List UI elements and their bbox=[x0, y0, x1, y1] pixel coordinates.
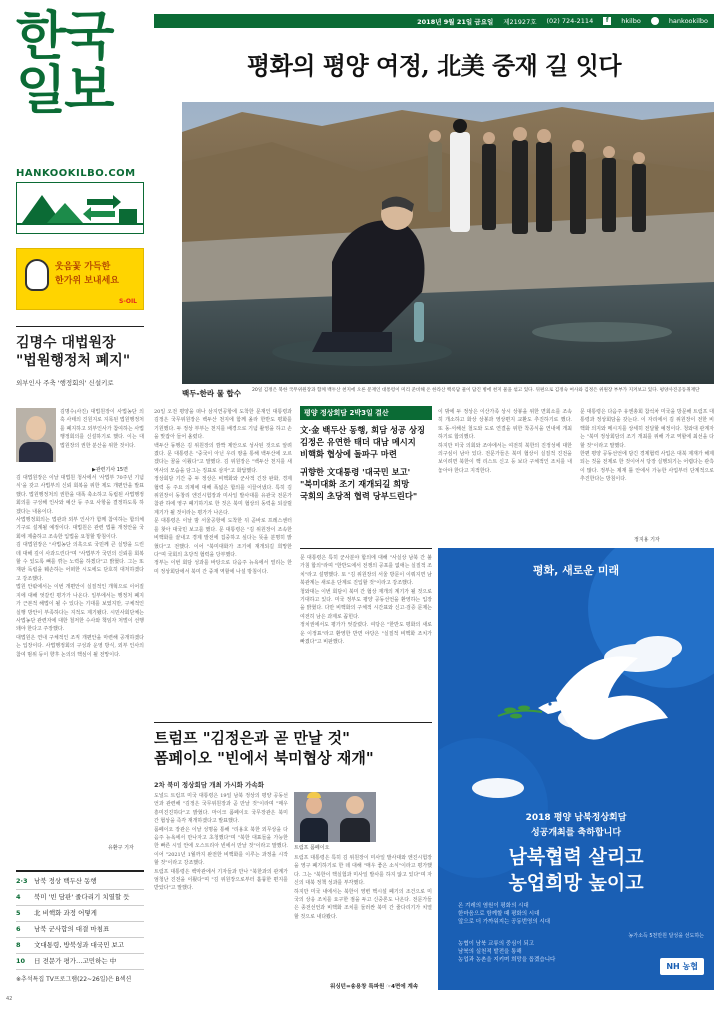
ad-event-line1: 2018 평양 남북정상회담 bbox=[525, 813, 627, 823]
nh-logo: NH 농협 bbox=[660, 958, 704, 975]
page-number: 42 bbox=[6, 996, 13, 1002]
trump-body-1: 도널드 트럼프 미국 대통령은 19일 남북 정상의 평양 공동선언과 관련해 "김정은 국무위원장과 곧 만날 것"이라며 "매우 흥미진진하다"고 밝혔다. 마이크 폼페이오 국무장관은 북미 간 협상을 즉각 재개하겠다고 발표했다. 폼페이오 장관은 이날 성명을 통해 "리용호 북한 외무상을 다음주 뉴욕에서 만나자고 초청했다"며 "북한 대표들을 가능한 한 빠른 시일 안에 오스트리아 빈에서 만날 것"이라고 말했다. 이어 "2021년 1월까지 완전한 비핵화를 이루는 과정을 시작할 것"이라고 강조했다. 트럼프 대통령은 백악관에서 기자들과 만나 "북한과의 관계가 엄청난 진전을 이뤘다"며 "김 위원장으로부터 훌륭한 편지를 받았다"고 말했다. bbox=[154, 793, 288, 892]
photo-tag: 백두-한라 물 합수 bbox=[182, 389, 242, 398]
main-headline: 평화의 평양 여정, 北美 중재 길 잇다 bbox=[246, 51, 622, 80]
mid-story-body: 문 대통령은 특히 군사분야 합의에 대해 "사실상 남북 간 불가침 합의"라며 "한반도에서 전쟁의 공포를 없애는 실질적 조치"라고 설명했다. 또 "김 위원장의 서울 방문이 이뤄지면 남북관계는 새로운 단계로 진입할 것"이라고 강조했다. 청와대는 이번 회담이 북미 간 협상 재개의 계기가 될 것으로 기대하고 있다. 미국 정부도 평양 공동선언을 환영하는 입장을 밝혔다. 다만 비핵화의 구체적 시간표와 신고·검증 문제는 여전히 남은 과제로 꼽힌다. 정치권에서도 평가가 엇갈렸다. 여당은 "한반도 평화의 새로운 이정표"라고 환영한 반면 야당은 "실질적 비핵화 조치가 빠졌다"고 비판했다. bbox=[300, 555, 432, 646]
ad-body2: 한마음으로 함께할 때 평화의 시대 bbox=[458, 911, 540, 917]
ad-main bbox=[450, 844, 702, 896]
left-story-body-2: 김 대법원장은 이날 대법원 청사에서 '사법부 70주년 기념식'을 갖고 사법부의 신뢰 회복을 위한 제도 개편안을 발표했다. 법원행정처의 권한을 대폭 축소하고 독립된 사법행정회의를 구성해 인사와 예산 등 주요 사항을 결정하도록 하겠다는 내용이다. 사법행정회의는 법관과 외부 인사가 함께 참여하는 합의체 기구로 설계될 예정이다. 대법원은 관련 법률 개정안을 국회에 제출하고 조속한 입법을 요청할 방침이다. 김 대법원장은 "사법농단 의혹으로 국민께 큰 실망을 드린 데 대해 깊이 사과드린다"며 "사법부가 국민의 신뢰를 회복할 수 있도록 뼈를 깎는 노력을 하겠다"고 밝혔다. 그는 또 재판 독립을 훼손하는 어떠한 시도에도 단호히 대처하겠다고 강조했다. 법원 안팎에서는 이번 개편안이 실질적인 개혁으로 이어질지에 대해 엇갈린 평가가 나온다. 일부에서는 행정처 폐지가 근본적 해법이 될 수 있다는 기대를 보였지만, 구체적인 실행 방안이 부족하다는 지적도 제기됐다. 시민사회단체는 사법농단 관련자에 대한 철저한 수사와 책임자 처벌이 선행돼야 한다고 주장했다. 대법원은 연내 구체적인 조직 개편안을 마련해 공개하겠다는 입장이다. 사법행정회의 구성과 운영 방식, 외부 인사의 참여 범위 등이 향후 논의의 핵심이 될 전망이다. bbox=[16, 475, 144, 658]
ad-body1: 온 겨레의 염원이 평화의 시대 bbox=[458, 903, 529, 909]
main-story-body: 20일 오전 평양을 떠나 삼지연공항에 도착한 문재인 대통령과 김정은 국무위원장은 백두산 천지에 함께 올라 한반도 평화를 기원했다. 두 정상 부부는 천지를 배경으로 기념 촬영을 하고 손을 맞잡아 들어 올렸다. 백두산 동행은 김 위원장의 깜짝 제안으로 성사된 것으로 알려졌다. 문 대통령은 "중국이 아닌 우리 땅을 통해 백두산에 오르겠다는 꿈을 이뤘다"고 말했다. 김 위원장은 "백두산 천지를 새 역사의 모습을 담그는 징표로 삼자"고 화답했다. 정상회담 기간 중 두 정상은 비핵화와 군사적 긴장 완화, 경제 협력 등 주요 의제에 대해 폭넓은 합의를 이끌어냈다. 특히 김 위원장이 동창리 엔진시험장과 미사일 발사대를 유관국 전문가 참관 하에 영구 폐기하기로 한 것은 북미 협상의 동력을 되살릴 계기가 될 것이라는 평가가 나온다. 문 대통령은 이날 밤 서울공항에 도착한 뒤 곧바로 프레스센터를 찾아 대국민 보고를 했다. 문 대통령은 "김 위원장이 조속한 비핵화를 끝내고 경제 발전에 집중하고 싶다는 뜻을 분명히 밝혔다"고 전했다. 이어 "북미대화가 조기에 재개되길 희망한다"며 국회의 초당적 협력을 당부했다. 정부는 이번 회담 성과를 바탕으로 다음주 뉴욕에서 열리는 한미 정상회담에서 북미 간 중재 역할에 나설 방침이다. bbox=[154, 409, 292, 575]
mid-story-subheads bbox=[300, 424, 432, 502]
mascot-icon bbox=[25, 259, 49, 291]
ad-footer bbox=[458, 940, 555, 964]
ad-main-line1: 남북협력 살리고 bbox=[508, 846, 644, 868]
index-item[interactable] bbox=[16, 874, 144, 890]
index-item[interactable] bbox=[16, 890, 144, 906]
site-icon bbox=[651, 17, 659, 25]
index-page: 2·3 bbox=[16, 877, 28, 885]
header-site[interactable]: hankookilbo bbox=[668, 17, 708, 25]
facebook-icon: f bbox=[603, 17, 611, 25]
left-story-body: 김명수(사진) 대법원장이 사법농단 의혹 사태의 진원지로 지목된 법원행정처를 폐지하고 외부인사가 참여하는 사법행정회의를 신설하기로 했다. 이는 대법원장의 권한 분산을 위한 것이다. bbox=[60, 409, 144, 449]
mid-sub1: 文·金 백두산 동행, 회담 성공 상징 bbox=[300, 425, 425, 435]
index-text: 남북 군사합의 대결 마침표 bbox=[34, 925, 110, 933]
masthead bbox=[16, 7, 146, 122]
nh-ad[interactable] bbox=[438, 548, 714, 990]
mid-sub2: 김정은 유연한 태더 대남 메시지 bbox=[300, 437, 416, 447]
header-facebook[interactable]: hkilbo bbox=[621, 17, 641, 25]
ad-event-line2: 성공개최를 축하합니다 bbox=[530, 828, 622, 838]
trump-headline2: 폼페이오 "빈에서 북미협상 재개" bbox=[154, 749, 374, 767]
trump-headline1: 트럼프 "김정은과 곧 만날 것" bbox=[154, 729, 350, 747]
masthead-title-line1: 한국 bbox=[16, 7, 113, 67]
ad-footer3: 농업과 농촌을 지키며 희망을 돕겠습니다 bbox=[458, 957, 556, 963]
left-story-title-line2: "법원행정처 폐지" bbox=[16, 353, 131, 369]
mid-story-tag: 평양 정상회담 2박3일 결산 bbox=[300, 406, 432, 420]
header-phone: (02) 724-2114 bbox=[546, 17, 594, 25]
index-page: 8 bbox=[16, 941, 21, 949]
index-page: 6 bbox=[16, 925, 21, 933]
index-page: 4 bbox=[16, 893, 21, 901]
trump-byline: 워싱턴=송용창 특파원 ☞4면에 계속 bbox=[330, 984, 419, 990]
header-strip bbox=[154, 14, 714, 28]
right-story-byline: 정지용 기자 bbox=[634, 537, 660, 543]
right-story-body: 이 밖에 두 정상은 이산가족 상시 상봉을 위한 면회소를 조속히 개소하고 화상 상봉과 영상편지 교환도 추진하기로 했다. 또 동·서해선 철도와 도로 연결을 위한 착공식을 연내에 개최하기로 합의했다. 하지만 미국 의회와 조야에서는 여전히 북한의 진정성에 대한 의구심이 남아 있다. 전문가들은 북미 협상이 실질적 진전을 보이려면 북한이 핵 리스트 신고 등 보다 구체적인 조치를 내놓아야 한다고 지적한다. 문 대통령은 다음주 유엔총회 참석차 미국을 방문해 트럼프 대통령과 정상회담을 갖는다. 이 자리에서 김 위원장이 전한 비핵화 의지와 메시지를 상세히 전달할 예정이다. 청와대 관계자는 "북미 정상회담의 조기 개최를 위해 가교 역할에 최선을 다할 것"이라고 말했다. 한편 평양 공동선언에 담긴 경제협력 사업은 대북 제재가 해제되는 것을 전제로 한 것이어서 당장 실행되기는 어렵다는 관측이 많다. 정부는 제재 틀 안에서 가능한 사업부터 단계적으로 추진한다는 방침이다. bbox=[438, 409, 714, 483]
ad-main-line2: 농업희망 높이고 bbox=[508, 872, 644, 894]
index-text: 北 비핵화 과정 어떻게 bbox=[34, 909, 97, 917]
header-edition: 제21927호 bbox=[503, 17, 537, 26]
mid-sub6: 국회의 초당적 협력 당부드린다" bbox=[300, 491, 418, 501]
ad-body bbox=[458, 902, 550, 926]
masthead-logo-graphic bbox=[16, 182, 144, 234]
index-text: 남북 정상 백두산 동행 bbox=[34, 877, 97, 885]
left-story-byline: ▶관련기사 15면 bbox=[92, 467, 128, 473]
promo-sponsor: S-OIL bbox=[119, 298, 137, 305]
index-item[interactable] bbox=[16, 938, 144, 954]
promo-banner[interactable] bbox=[16, 248, 144, 310]
ad-side-note: 농가소득 5천만원 달성을 선도하는 bbox=[628, 933, 704, 939]
left-story-reporter: 유환구 기자 bbox=[108, 845, 134, 851]
trump-story-headline bbox=[154, 728, 432, 768]
main-photo bbox=[182, 102, 714, 384]
ad-event-box bbox=[450, 810, 702, 838]
ad-body3: 앞으로 더 가까워지는 공동번영의 시대 bbox=[458, 919, 551, 925]
header-date: 2018년 9월 21일 금요일 bbox=[417, 17, 494, 26]
masthead-title-line2: 일보 bbox=[16, 61, 113, 121]
index-page: 5 bbox=[16, 909, 21, 917]
mid-sub4: 귀향한 文대통령 '대국민 보고' bbox=[300, 467, 411, 477]
index-text: 文대통령, 방북성과 대국민 보고 bbox=[34, 941, 125, 949]
left-story bbox=[16, 334, 144, 387]
ad-footer2: 남북의 실천적 발전을 통해 bbox=[458, 949, 522, 955]
mid-sub5: "북미대화 조기 재개되길 희망 bbox=[300, 479, 410, 489]
trump-photo-caption: 트럼프 폼페이오 bbox=[294, 845, 330, 851]
index-box bbox=[16, 874, 144, 983]
trump-photo bbox=[294, 792, 376, 842]
index-item[interactable] bbox=[16, 954, 144, 970]
index-text: 日 전문가 평가…고민하는 中 bbox=[34, 957, 117, 965]
ad-footer1: 농협이 남북 교류의 중심이 되고 bbox=[458, 941, 535, 947]
left-story-subtitle: 외부인사 주축 '행정회의' 신설키로 bbox=[16, 379, 114, 387]
mid-sub3: 비핵화 협상에 돌파구 마련 bbox=[300, 449, 397, 459]
masthead-site[interactable]: HANKOOKILBO.COM bbox=[16, 168, 136, 179]
ad-slogan: 평화, 새로운 미래 bbox=[532, 564, 620, 577]
promo-line2: 한가위 보내세요 bbox=[55, 276, 119, 286]
photo-caption: 20일 김정은 북한 국무위원장과 함께 백두산 천지에 오른 문재인 대통령이 미리 준비해 온 한라산 백록담 물이 담긴 병에 천지 물을 섞고 있다. 뒤편으로 김정숙 여사와 김정은 위원장 부부가 지켜보고 있다. 평양사진공동취재단 bbox=[252, 388, 700, 393]
promo-line1: 웃음꽃 가득한 bbox=[55, 262, 111, 272]
reporter-photo bbox=[16, 408, 56, 462]
index-text: 북미 '빈 담판' 줄다리기 치열할 듯 bbox=[34, 893, 130, 901]
index-note: ※추석특집 TV프로그램(22~26일)은 B섹션 bbox=[16, 976, 132, 983]
index-item[interactable] bbox=[16, 906, 144, 922]
trump-body-2: 트럼프 대통령은 특히 김 위원장이 미사일 발사대와 엔진시험장을 영구 폐기하기로 한 데 대해 "매우 좋은 소식"이라고 평가했다. 그는 "북한이 핵실험과 미사일 발사를 하지 않고 있다"며 자신의 대북 정책 성과를 부각했다. 하지만 미국 내에서는 북한이 영변 핵시설 폐기의 조건으로 미국의 상응 조치를 요구한 점을 두고 신중론도 나온다. 전문가들은 종전선언과 비핵화 조치를 둘러싼 북미 간 줄다리기가 치열할 것으로 내다봤다. bbox=[294, 855, 432, 920]
left-story-title-line1: 김명수 대법원장 bbox=[16, 335, 116, 351]
trump-subhead: 2차 북미 정상회담 개최 가시화 가속화 bbox=[154, 781, 265, 789]
index-item[interactable] bbox=[16, 922, 144, 938]
index-page: 10 bbox=[16, 957, 26, 965]
